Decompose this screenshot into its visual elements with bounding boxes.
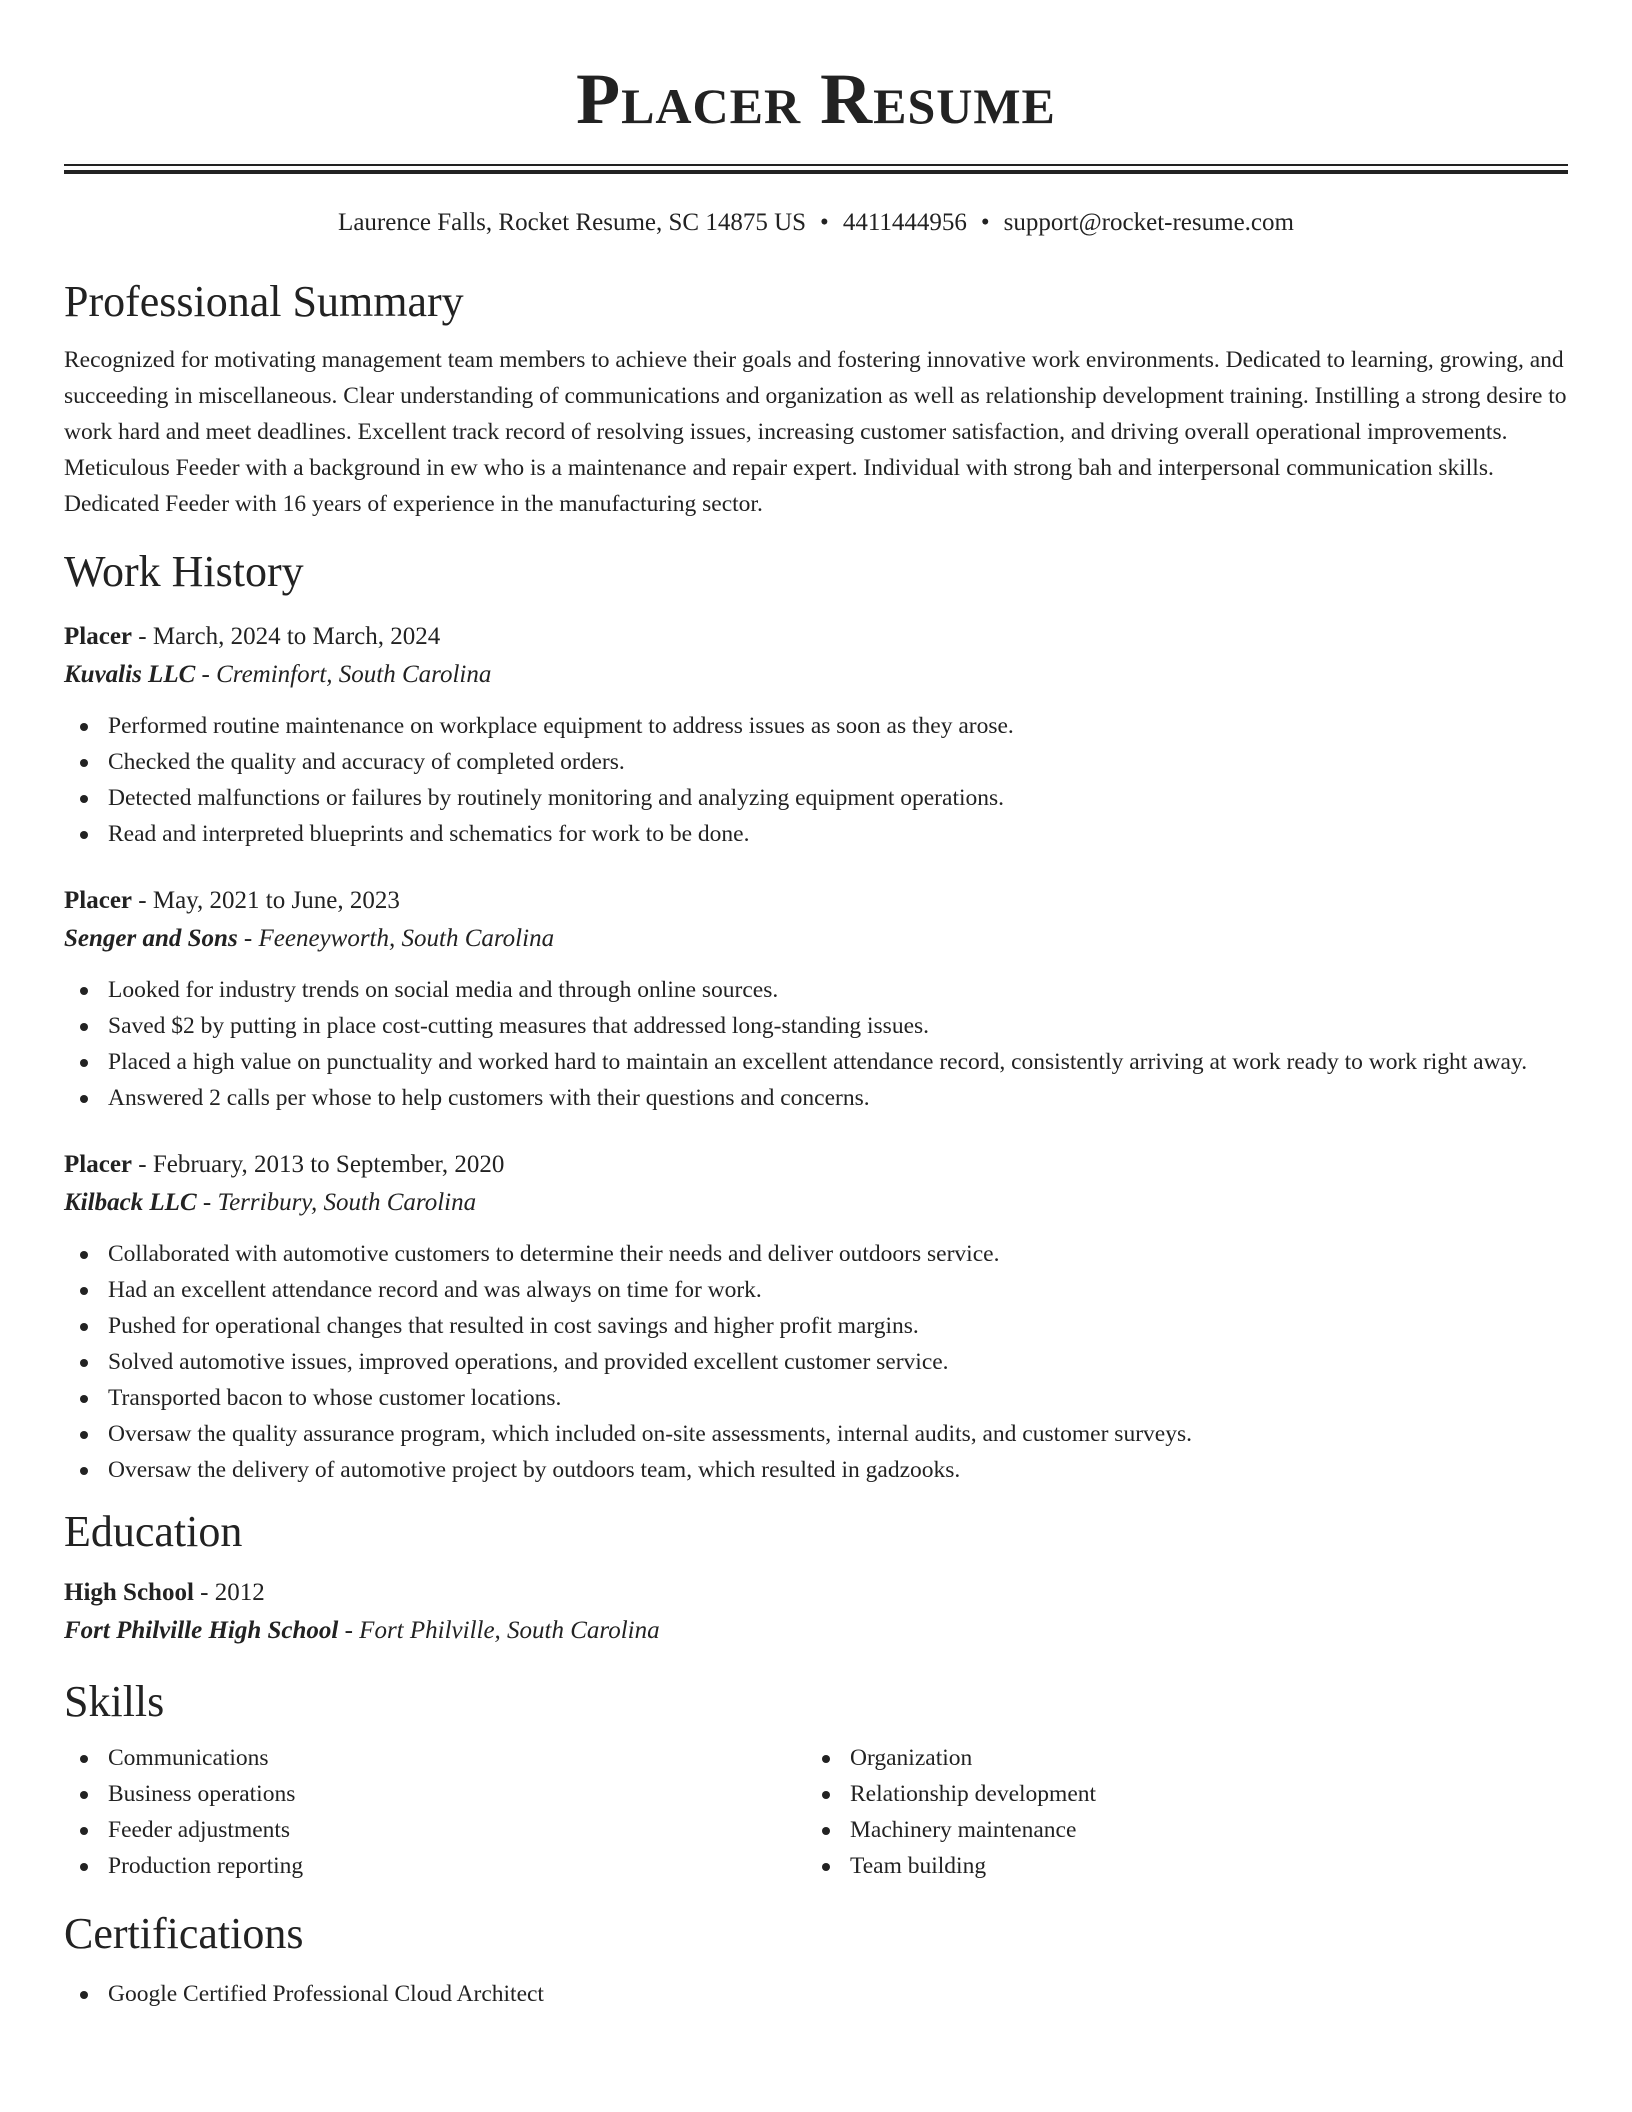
list-item: Placed a high value on punctuality and worked hard to maintain an excellent attendance record, consistently arriving at work ready to work right away. (64, 1044, 1568, 1080)
skills-list-left (64, 1740, 806, 1884)
graduation-year: - 2012 (193, 1579, 265, 1606)
list-item: Transported bacon to whose customer locations. (64, 1380, 1568, 1416)
degree: High School (64, 1579, 194, 1606)
job-location: - Creminfort, South Carolina (195, 661, 492, 688)
job-entry (64, 882, 1568, 1116)
school-line (64, 1612, 1568, 1650)
list-item: Oversaw the delivery of automotive project by outdoors team, which resulted in gadzooks. (64, 1452, 1568, 1488)
skill-item: Organization (806, 1740, 1548, 1776)
job-company-line (64, 1184, 1568, 1222)
job-entry (64, 1146, 1568, 1488)
job-entry (64, 618, 1568, 852)
job-company: Kilback LLC (64, 1189, 197, 1216)
certifications-list (64, 1976, 1568, 2012)
list-item: Solved automotive issues, improved operations, and provided excellent customer service. (64, 1344, 1568, 1380)
job-title-line (64, 1146, 1568, 1184)
job-dates: - February, 2013 to September, 2020 (132, 1151, 505, 1178)
list-item: Read and interpreted blueprints and schematics for work to be done. (64, 816, 1568, 852)
school-location: - Fort Philville, South Carolina (338, 1617, 660, 1644)
education-entry (64, 1574, 1568, 1650)
skill-item: Feeder adjustments (64, 1812, 806, 1848)
list-item: Pushed for operational changes that resulted in cost savings and higher profit margins. (64, 1308, 1568, 1344)
contact-line (64, 206, 1568, 240)
job-company: Senger and Sons (64, 925, 238, 952)
job-location: - Terribury, South Carolina (196, 1189, 477, 1216)
job-company-line (64, 656, 1568, 694)
contact-address: Laurence Falls, Rocket Resume, SC 14875 US (338, 209, 807, 236)
job-title: Placer (64, 887, 133, 914)
job-title: Placer (64, 623, 133, 650)
school-name: Fort Philville High School (64, 1617, 339, 1644)
certifications-heading: Certifications (64, 1909, 304, 1958)
job-title: Placer (64, 1151, 133, 1178)
job-duties-list (64, 708, 1568, 852)
job-company-line (64, 920, 1568, 958)
skill-item: Production reporting (64, 1848, 806, 1884)
list-item: Checked the quality and accuracy of completed orders. (64, 744, 1568, 780)
skills-heading: Skills (64, 1677, 165, 1726)
contact-separator: • (980, 209, 990, 236)
summary-text: Recognized for motivating management team members to achieve their goals and fostering innovative work environments. Dedicated to learning, growing, and succeeding in miscellaneous. Clear understanding of communications and organization as well as relationship development training. Instilling a strong desire to work hard and meet deadlines. Excellent track record of resolving issues, increasing customer satisfaction, and driving overall operational improvements. Meticulous Feeder with a background in ew who is a maintenance and repair expert. Individual with strong bah and interpersonal communication skills. Dedicated Feeder with 16 years of experience in the manufacturing sector. (64, 347, 1567, 517)
list-item: Detected malfunctions or failures by routinely monitoring and analyzing equipment operations. (64, 780, 1568, 816)
skills-list-right (806, 1740, 1548, 1884)
degree-line (64, 1574, 1568, 1612)
resume-title: Placer Resume (576, 59, 1056, 139)
list-item: Performed routine maintenance on workplace equipment to address issues as soon as they arose. (64, 708, 1568, 744)
list-item: Saved $2 by putting in place cost-cutting measures that addressed long-standing issues. (64, 1008, 1568, 1044)
education-heading: Education (64, 1507, 243, 1556)
skill-item: Relationship development (806, 1776, 1548, 1812)
list-item: Had an excellent attendance record and was always on time for work. (64, 1272, 1568, 1308)
job-dates: - March, 2024 to March, 2024 (132, 623, 441, 650)
list-item: Answered 2 calls per whose to help customers with their questions and concerns. (64, 1080, 1568, 1116)
job-title-line (64, 882, 1568, 920)
skill-item: Business operations (64, 1776, 806, 1812)
contact-phone: 4411444956 (842, 209, 967, 236)
skill-item: Machinery maintenance (806, 1812, 1548, 1848)
job-duties-list (64, 1236, 1568, 1488)
job-company: Kuvalis LLC (64, 661, 196, 688)
work-history-heading: Work History (64, 547, 304, 596)
summary-heading: Professional Summary (64, 277, 464, 326)
contact-separator: • (820, 209, 829, 236)
job-location: - Feeneyworth, South Carolina (237, 925, 555, 952)
skill-item: Communications (64, 1740, 806, 1776)
certification-item: Google Certified Professional Cloud Architect (64, 1976, 1568, 2012)
job-dates: - May, 2021 to June, 2023 (132, 887, 400, 914)
skill-item: Team building (806, 1848, 1548, 1884)
list-item: Looked for industry trends on social media and through online sources. (64, 972, 1568, 1008)
contact-email: support@rocket-resume.com (1003, 209, 1294, 236)
job-title-line (64, 618, 1568, 656)
title-divider (64, 164, 1568, 174)
list-item: Oversaw the quality assurance program, which included on-site assessments, internal audits, and customer surveys. (64, 1416, 1568, 1452)
skills-grid (64, 1740, 1568, 1884)
job-duties-list (64, 972, 1568, 1116)
list-item: Collaborated with automotive customers to determine their needs and deliver outdoors service. (64, 1236, 1568, 1272)
